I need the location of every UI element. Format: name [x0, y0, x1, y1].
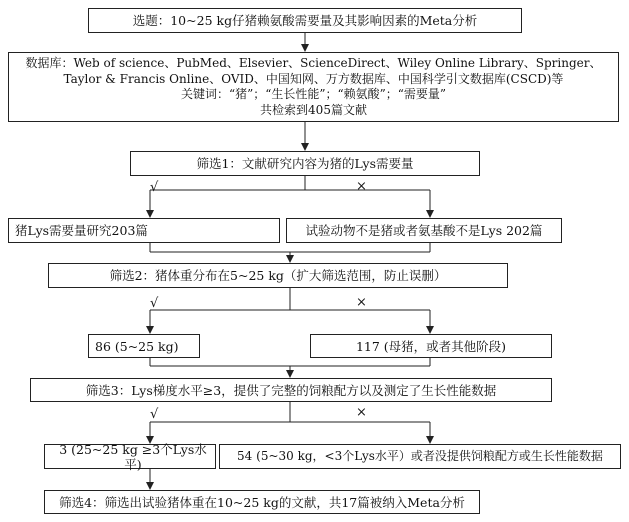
database-box — [8, 52, 619, 122]
screen3-no-text: 54 (5~30 kg，<3个Lys水平）或者没提供饲粮配方或生长性能数据 — [237, 449, 603, 463]
screen3-yes-box — [44, 441, 216, 472]
screen1-text: 筛选1：文献研究内容为猪的Lys需要量 — [196, 156, 414, 171]
screen4-box — [44, 490, 480, 514]
screen2-box — [48, 263, 508, 288]
no-mark-3: × — [356, 405, 367, 420]
screen3-yes-text: 3 (25~25 kg ≥3个Lys水平) — [59, 441, 207, 472]
screen1-no-text: 试验动物不是猪或者氨基酸不是Lys 202篇 — [305, 223, 543, 238]
yes-mark-1: √ — [150, 180, 159, 195]
database-line-1: 数据库：Web of science、PubMed、Elsevier、ScienceDirect、Wiley Online Library、Springer、 — [25, 56, 602, 70]
no-mark-2: × — [356, 295, 367, 310]
yes-mark-2: √ — [150, 296, 159, 311]
screen1-yes-text: 猪Lys需要量研究203篇 — [15, 223, 148, 238]
topic-text: 选题：10~25 kg仔猪赖氨酸需要量及其影响因素的Meta分析 — [132, 13, 478, 28]
screen2-yes-box — [88, 334, 200, 358]
topic-box — [88, 8, 522, 33]
screen1-yes-box — [8, 218, 280, 243]
database-line-2: Taylor & Francis Online、OVID、中国知网、万方数据库、中国科学引文数据库(CSCD)等 — [63, 71, 564, 86]
screen2-no-box — [310, 334, 552, 358]
screen3-box — [30, 378, 552, 402]
yes-mark-3: √ — [150, 407, 159, 422]
screen4-text: 筛选4：筛选出试验猪体重在10~25 kg的文献，共17篇被纳入Meta分析 — [59, 494, 465, 510]
retrieved-count: 共检索到405篇文献 — [260, 102, 367, 117]
screen2-yes-text: 86 (5~25 kg) — [95, 338, 179, 354]
screen1-box — [130, 151, 480, 176]
screen3-no-box — [219, 444, 621, 469]
no-mark-1: × — [356, 179, 367, 194]
screen2-text: 筛选2：猪体重分布在5~25 kg（扩大筛选范围，防止误删） — [109, 268, 447, 283]
screen3-text: 筛选3：Lys梯度水平≥3，提供了完整的饲粮配方以及测定了生长性能数据 — [85, 382, 497, 398]
keywords-line: 关键词：“猪”；“生长性能”；“赖氨酸”；“需要量” — [180, 87, 447, 101]
screen1-no-box — [286, 218, 562, 243]
screen2-no-text: 117 (母猪，或者其他阶段) — [355, 338, 507, 354]
